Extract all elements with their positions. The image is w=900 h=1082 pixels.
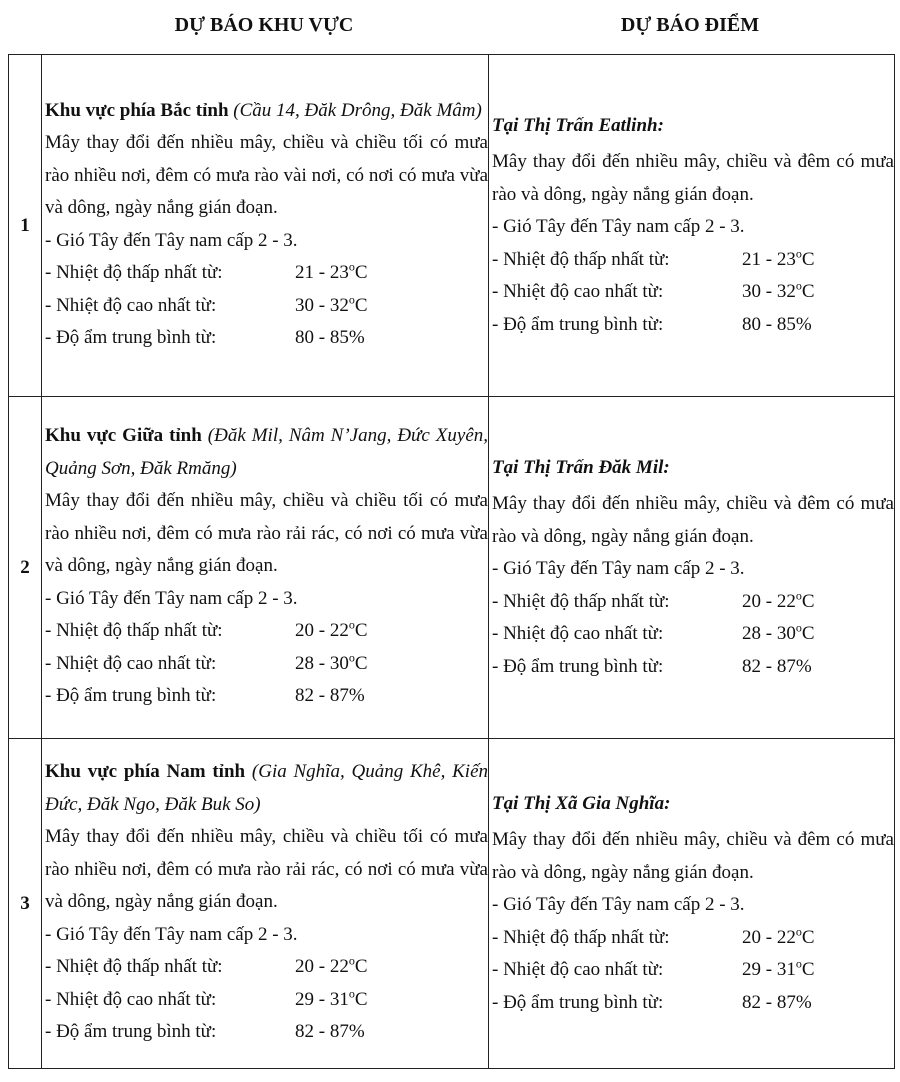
point-title: Tại Thị Trấn Eatlinh:: [492, 114, 664, 136]
area-temp-max: [45, 984, 488, 1017]
humidity-value: 80 - 85%: [742, 313, 812, 335]
point-temp-min: [492, 244, 894, 277]
area-description: Mây thay đổi đến nhiều mây, chiều và chiều tối có mưa rào nhiều nơi, đêm có mưa rào rải rác, có nơi có mưa vừa và dông, ngày nắng gián đoạn.: [45, 490, 488, 577]
area-temp-max: [45, 648, 488, 681]
temp-min-value: 20 - 22: [742, 926, 796, 948]
temp-max-value: 30 - 32: [295, 294, 349, 316]
area-temp-min: [45, 615, 488, 648]
point-temp-max: [492, 954, 894, 987]
point-wind: - Gió Tây đến Tây nam cấp 2 - 3.: [492, 558, 745, 580]
temp-min-value: 20 - 22: [295, 620, 349, 642]
humidity-label: - Độ ẩm trung bình từ:: [45, 327, 217, 348]
celsius-unit: C: [801, 959, 815, 981]
point-temp-min: [492, 586, 894, 619]
humidity-label: - Độ ẩm trung bình từ:: [492, 655, 664, 677]
humidity-value: 82 - 87%: [295, 1021, 365, 1043]
point-forecast-cell: [489, 739, 895, 1069]
table-row: [9, 739, 895, 1069]
temp-max-value: 29 - 31: [742, 959, 796, 981]
point-forecast-heading: DỰ BÁO ĐIỂM: [620, 14, 760, 36]
temp-max-value: 28 - 30: [742, 623, 796, 645]
celsius-unit: C: [354, 956, 368, 978]
area-heading: [45, 756, 488, 821]
temp-max-label: - Nhiệt độ cao nhất từ:: [45, 988, 217, 1010]
area-forecast-cell: [42, 397, 489, 739]
area-temp-max: [45, 290, 488, 323]
celsius-unit: C: [354, 652, 368, 674]
degree-sign: o: [348, 259, 355, 274]
area-forecast-cell: [42, 739, 489, 1069]
area-places: (Cầu 14, Đăk Drông, Đăk Mâm): [233, 99, 482, 121]
temp-max-label: - Nhiệt độ cao nhất từ:: [45, 294, 217, 316]
temp-min-value: 20 - 22: [295, 956, 349, 978]
area-heading: [45, 420, 488, 485]
table-header: [0, 0, 900, 54]
point-description: Mây thay đổi đến nhiều mây, chiều và đêm có mưa rào và dông, ngày nắng gián đoạn.: [492, 493, 894, 547]
point-humidity: [492, 309, 894, 342]
area-humidity: [45, 680, 488, 713]
humidity-label: - Độ ẩm trung bình từ:: [45, 1021, 217, 1043]
point-wind: - Gió Tây đến Tây nam cấp 2 - 3.: [492, 894, 745, 916]
area-temp-min: [45, 951, 488, 984]
temp-max-label: - Nhiệt độ cao nhất từ:: [45, 652, 217, 674]
area-description: Mây thay đổi đến nhiều mây, chiều và chiều tối có mưa rào nhiều nơi, đêm có mưa rào vài nơi, có nơi có mưa vừa và dông, ngày nắng gián đoạn.: [45, 132, 488, 218]
table-row: [9, 55, 895, 397]
area-wind: - Gió Tây đến Tây nam cấp 2 - 3.: [45, 587, 298, 609]
degree-sign: o: [795, 246, 802, 261]
point-forecast-cell: [489, 397, 895, 739]
temp-max-label: - Nhiệt độ cao nhất từ:: [492, 959, 664, 981]
celsius-unit: C: [801, 590, 815, 612]
celsius-unit: C: [354, 988, 368, 1010]
point-temp-max: [492, 618, 894, 651]
temp-min-label: - Nhiệt độ thấp nhất từ:: [45, 620, 223, 642]
degree-sign: o: [348, 650, 355, 665]
point-wind: - Gió Tây đến Tây nam cấp 2 - 3.: [492, 216, 745, 238]
temp-min-label: - Nhiệt độ thấp nhất từ:: [492, 590, 670, 612]
degree-sign: o: [348, 953, 355, 968]
temp-min-label: - Nhiệt độ thấp nhất từ:: [492, 926, 670, 948]
area-wind: - Gió Tây đến Tây nam cấp 2 - 3.: [45, 923, 298, 945]
celsius-unit: C: [354, 294, 368, 316]
degree-sign: o: [795, 956, 802, 971]
celsius-unit: C: [801, 248, 815, 270]
area-wind: - Gió Tây đến Tây nam cấp 2 - 3.: [45, 229, 298, 251]
area-humidity: [45, 1016, 488, 1049]
humidity-label: - Độ ẩm trung bình từ:: [492, 991, 664, 1013]
temp-max-value: 28 - 30: [295, 652, 349, 674]
area-name: Khu vực phía Bắc tỉnh: [45, 99, 229, 121]
degree-sign: o: [795, 278, 802, 293]
temp-min-value: 21 - 23: [742, 248, 796, 270]
celsius-unit: C: [801, 623, 815, 645]
degree-sign: o: [348, 617, 355, 632]
table-row: [9, 397, 895, 739]
temp-max-label: - Nhiệt độ cao nhất từ:: [492, 281, 664, 303]
area-heading: [45, 95, 488, 128]
area-name: Khu vực Giữa tỉnh: [45, 425, 202, 447]
area-temp-min: [45, 257, 488, 290]
point-forecast-cell: [489, 55, 895, 397]
point-temp-max: [492, 276, 894, 309]
point-description: Mây thay đổi đến nhiều mây, chiều và đêm có mưa rào và dông, ngày nắng gián đoạn.: [492, 151, 894, 205]
degree-sign: o: [348, 986, 355, 1001]
humidity-label: - Độ ẩm trung bình từ:: [492, 313, 664, 335]
point-description: Mây thay đổi đến nhiều mây, chiều và đêm có mưa rào và dông, ngày nắng gián đoạn.: [492, 829, 894, 883]
area-forecast-heading: DỰ BÁO KHU VỰC: [174, 14, 354, 36]
area-forecast-cell: [42, 55, 489, 397]
temp-min-value: 20 - 22: [742, 590, 796, 612]
point-humidity: [492, 651, 894, 684]
degree-sign: o: [795, 620, 802, 635]
degree-sign: o: [795, 588, 802, 603]
temp-min-value: 21 - 23: [295, 262, 349, 283]
humidity-value: 80 - 85%: [295, 327, 365, 348]
temp-min-label: - Nhiệt độ thấp nhất từ:: [45, 956, 223, 978]
point-title: Tại Thị Trấn Đăk Mil:: [492, 456, 670, 478]
celsius-unit: C: [801, 281, 815, 303]
degree-sign: o: [795, 924, 802, 939]
humidity-value: 82 - 87%: [742, 991, 812, 1013]
temp-min-label: - Nhiệt độ thấp nhất từ:: [45, 262, 223, 283]
temp-max-value: 29 - 31: [295, 988, 349, 1010]
area-humidity: [45, 322, 488, 355]
celsius-unit: C: [801, 926, 815, 948]
temp-max-label: - Nhiệt độ cao nhất từ:: [492, 623, 664, 645]
area-description: Mây thay đổi đến nhiều mây, chiều và chiều tối có mưa rào nhiều nơi, đêm có mưa rào rải rác, có nơi có mưa vừa và dông, ngày nắng gián đoạn.: [45, 826, 488, 913]
degree-sign: o: [348, 292, 355, 307]
point-temp-min: [492, 922, 894, 955]
humidity-label: - Độ ẩm trung bình từ:: [45, 685, 217, 707]
temp-min-label: - Nhiệt độ thấp nhất từ:: [492, 248, 670, 270]
celsius-unit: C: [354, 262, 368, 283]
forecast-table: [8, 54, 895, 1069]
area-places: (Đăk Mil, Nâm N’Jang, Đức Xuyên, Quảng Sơn, Đăk Rmăng): [45, 425, 489, 479]
humidity-value: 82 - 87%: [295, 685, 365, 707]
row-index: 1: [9, 55, 42, 397]
humidity-value: 82 - 87%: [742, 655, 812, 677]
area-name: Khu vực phía Nam tỉnh: [45, 761, 246, 783]
area-places: (Gia Nghĩa, Quảng Khê, Kiến Đức, Đăk Ngo, Đăk Buk So): [45, 761, 489, 815]
row-index: 2: [9, 397, 42, 739]
point-title: Tại Thị Xã Gia Nghĩa:: [492, 792, 671, 814]
point-humidity: [492, 987, 894, 1020]
temp-max-value: 30 - 32: [742, 281, 796, 303]
row-index: 3: [9, 739, 42, 1069]
celsius-unit: C: [354, 620, 368, 642]
